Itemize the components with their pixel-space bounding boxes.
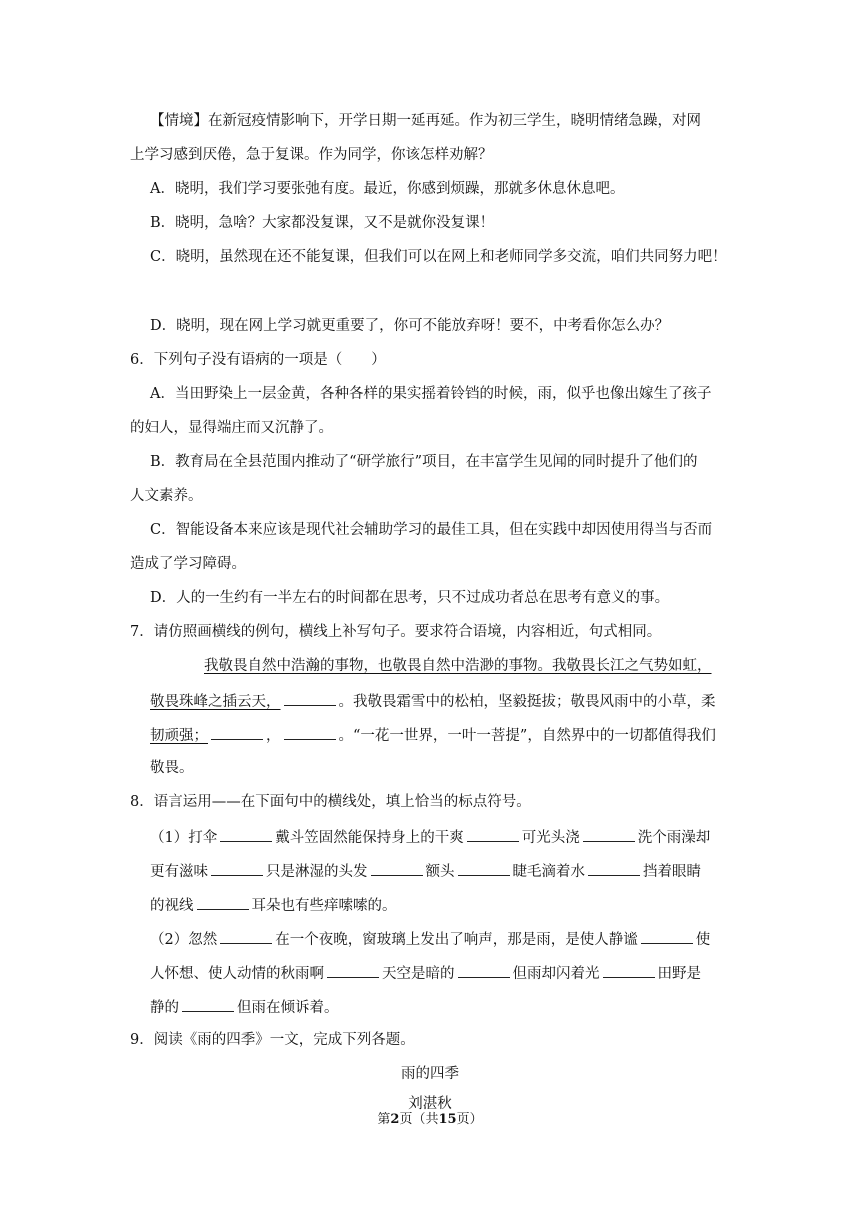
q8-blank[interactable] (458, 860, 510, 876)
q7-passage-line4: 敬畏。 (150, 760, 194, 776)
q8-part2-line3 (150, 996, 339, 1018)
q7-stem: 7．请仿照画横线的例句，横线上补写句子。要求符合语境，内容相近，句式相同。 (130, 624, 662, 640)
q7-example-underlined-3: 敬畏珠峰之插云天， (150, 694, 281, 710)
q6-stem: 6．下列句子没有语病的一项是（ ） (130, 352, 386, 368)
q6-option-b-line1: B．教育局在全县范围内推动了“研学旅行”项目，在丰富学生见闻的同时提升了他们的 (150, 454, 698, 470)
q8-blank[interactable] (220, 826, 272, 842)
q8-blank[interactable] (458, 962, 510, 978)
q8-blank[interactable] (588, 860, 640, 876)
q8-stem: 8．语言运用——在下面句中的横线处，填上恰当的标点符号。 (130, 794, 531, 810)
article-title: 雨的四季 (401, 1066, 459, 1082)
page-footer (0, 1110, 860, 1130)
q8-text: 耳朵也有些痒嗦嗦的。 (251, 898, 397, 914)
q8-text: 更有滋味 (150, 864, 208, 880)
q8-text: 戴斗笠固然能保持身上的干爽 (275, 830, 464, 846)
q7-passage-line3 (150, 724, 716, 746)
q6-option-c-line1: C．智能设备本来应该是现代社会辅助学习的最佳工具，但在实践中却因使用得当与否而 (150, 522, 713, 538)
q8-part1-line3 (150, 894, 397, 916)
footer-text: 页） (456, 1112, 483, 1127)
q7-example-underlined-2: 我敬畏长江之气势如虹， (552, 658, 712, 674)
q7-example-underlined: 我敬畏自然中浩瀚的事物，也敬畏自然中浩渺的事物。 (204, 658, 552, 674)
q8-text: 使 (695, 932, 711, 948)
q5-option-d: D．晓明，现在网上学习就更重要了，你可不能放弃呀！要不，中考看你怎么办？ (150, 318, 670, 334)
q8-text: 可光头浇 (521, 830, 580, 846)
q7-example-underlined-4: 韧顽强； (150, 728, 208, 744)
q8-text: 挡着眼睛 (643, 864, 701, 880)
q5-option-a: A．晓明，我们学习要张弛有度。最近，你感到烦躁，那就多休息休息吧。 (150, 181, 625, 197)
q8-text: 睫毛滴着水 (512, 864, 585, 880)
q7-answer-blank-1[interactable] (284, 690, 336, 706)
q8-blank[interactable] (211, 860, 263, 876)
q8-text: 静的 (150, 1000, 179, 1016)
q6-option-a-line2: 的妇人，显得端庄而又沉静了。 (130, 420, 333, 436)
total-pages: 15 (438, 1112, 457, 1127)
q8-part1-line1 (150, 826, 710, 848)
q8-blank[interactable] (641, 928, 693, 944)
q5-scenario-line1: 【情境】在新冠疫情影响下，开学日期一延再延。作为初三学生，晓明情绪急躁，对网 (150, 113, 701, 129)
q8-blank[interactable] (603, 962, 655, 978)
q9-stem: 9．阅读《雨的四季》一文，完成下列各题。 (130, 1032, 415, 1048)
q8-text: （2）忽然 (150, 932, 218, 948)
q6-option-c-line2: 造成了学习障碍。 (130, 556, 246, 572)
q8-text: （1）打伞 (150, 830, 218, 846)
q7-passage-text: 。我敬畏霜雪中的松柏，坚毅挺拔；敬畏风雨中的小草，柔 (338, 694, 716, 710)
q8-text: 但雨却闪着光 (512, 966, 600, 982)
page-number: 2 (390, 1112, 400, 1127)
q8-text: 在一个夜晚，窗玻璃上发出了响声，那是雨，是使人静谧 (275, 932, 638, 948)
q7-answer-blank-2[interactable] (211, 724, 263, 740)
q8-text: 洗个雨澡却 (637, 830, 711, 846)
q8-part2-line1 (150, 928, 710, 950)
q5-scenario-line2: 上学习感到厌倦，急于复课。作为同学，你该怎样劝解？ (130, 147, 493, 163)
q8-text: 人怀想、使人动情的秋雨啊 (150, 966, 324, 982)
q8-blank[interactable] (327, 962, 379, 978)
q8-blank[interactable] (467, 826, 519, 842)
q6-option-b-line2: 人文素养。 (130, 488, 203, 504)
q5-option-c: C．晓明，虽然现在还不能复课，但我们可以在网上和老师同学多交流，咱们共同努力吧！ (150, 249, 727, 265)
q7-passage-line2 (150, 690, 716, 712)
q6-option-a-line1: A．当田野染上一层金黄，各种各样的果实摇着铃铛的时候，雨，似乎也像出嫁生了孩子 (150, 386, 712, 402)
q7-passage-text-2: 。“一花一世界，一叶一菩提”，自然界中的一切都值得我们 (338, 728, 716, 744)
q8-blank[interactable] (182, 996, 234, 1012)
q7-passage-line1 (204, 656, 712, 676)
q8-blank[interactable] (371, 860, 423, 876)
article-author: 刘湛秋 (408, 1096, 452, 1112)
q8-part1-line2 (150, 860, 701, 882)
q8-text: 天空是暗的 (382, 966, 455, 982)
q8-text: 的视线 (150, 898, 194, 914)
q8-blank[interactable] (197, 894, 249, 910)
footer-text: 页（共 (399, 1112, 439, 1127)
q8-text: 只是淋湿的头发 (266, 864, 368, 880)
q5-option-b: B．晓明，急啥？大家都没复课，又不是就你没复课！ (150, 215, 495, 231)
q8-text: 额头 (425, 864, 455, 880)
q8-blank[interactable] (583, 826, 635, 842)
footer-text: 第 (377, 1112, 391, 1127)
q8-text: 但雨在倾诉着。 (237, 1000, 339, 1016)
q8-text: 田野是 (657, 966, 701, 982)
q7-comma: ， (266, 728, 281, 744)
q6-option-d: D．人的一生约有一半左右的时间都在思考，只不过成功者总在思考有意义的事。 (150, 590, 670, 606)
q8-blank[interactable] (220, 928, 272, 944)
q8-part2-line2 (150, 962, 701, 984)
q7-answer-blank-3[interactable] (284, 724, 336, 740)
